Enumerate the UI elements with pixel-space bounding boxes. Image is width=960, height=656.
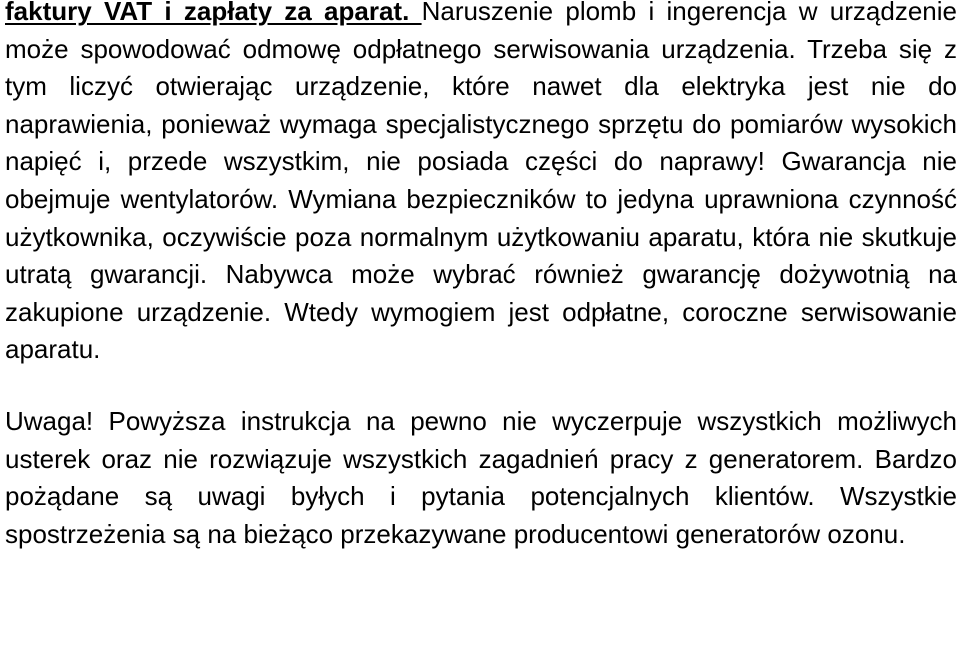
warranty-paragraph bbox=[5, 0, 957, 369]
warranty-body-text: Naruszenie plomb i ingerencja w urządzenie może spowodować odmowę odpłatnego serwisowania urządzenia. Trzeba się z tym liczyć otwierając urządzenie, które nawet dla elektryka jest nie do naprawienia, ponieważ wymaga specjalistycznego sprzętu do pomiarów wysokich napięć i, przede wszystkim, nie posiada części do naprawy! Gwarancja nie obejmuje wentylatorów. Wymiana bezpieczników to jedyna uprawniona czynność użytkownika, oczywiście poza normalnym użytkowaniu aparatu, która nie skutkuje utratą gwarancji. Nabywca może wybrać również gwarancję dożywotnią na zakupione urządzenie. Wtedy wymogiem jest odpłatne, coroczne serwisowanie aparatu. bbox=[5, 0, 957, 365]
note-body-text: Uwaga! Powyższa instrukcja na pewno nie wyczerpuje wszystkich możliwych usterek oraz nie rozwiązuje wszystkich zagadnień pracy z generatorem. Bardzo pożądane są uwagi byłych i pytania potencjalnych klientów. Wszystkie spostrzeżenia są na bieżąco przekazywane producentowi generatorów ozonu. bbox=[5, 405, 957, 549]
document-body bbox=[5, 0, 957, 553]
warranty-lead-text: faktury VAT i zapłaty za aparat. bbox=[5, 0, 422, 26]
note-paragraph bbox=[5, 403, 957, 553]
